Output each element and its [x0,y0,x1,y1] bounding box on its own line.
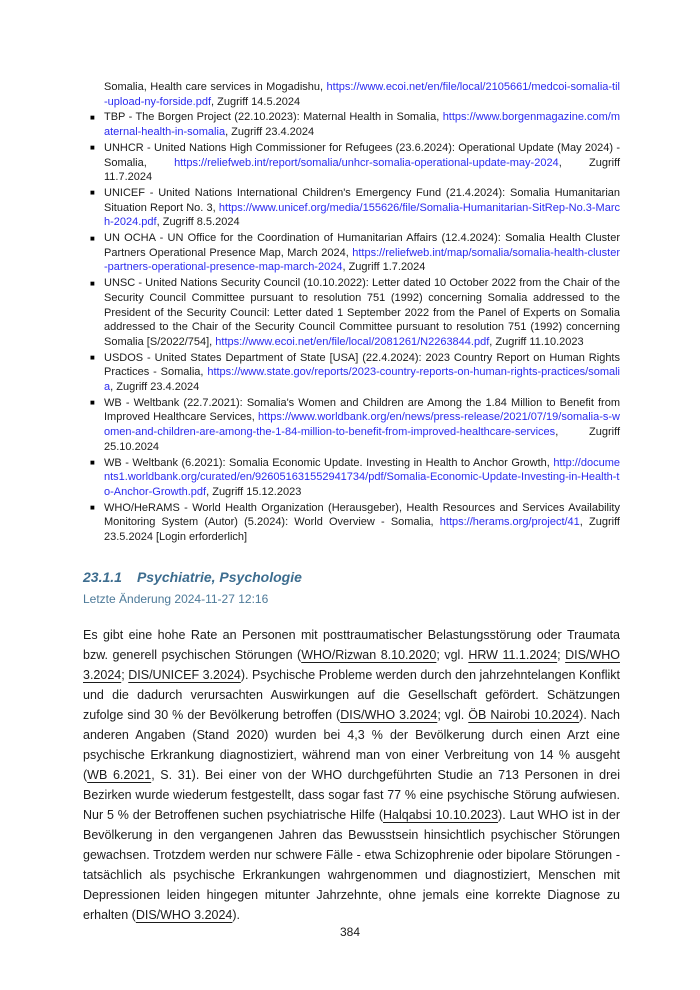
square-bullet-icon: ■ [90,278,95,288]
square-bullet-icon: ■ [90,188,95,198]
reference-text: , Zugriff 1.7.2024 [342,261,426,274]
reference-text: , Zugriff 25.10.2024 [104,426,620,453]
paragraph-text: ). Psychische Probleme werden durch den jahrzehntelangen Konflikt und die dadurch verursachten Auswirkungen auf die Gesellschaft gefördert. Schätzungen zufolge sind 30 % der Bevölkerung betroffen ( [83,667,620,722]
paragraph-text: , S. 31). Bei einer von der WHO durchgeführten Studie an 713 Personen in drei Bezirken wurde wiederum festgestellt, dass sogar fast 77 % eine psychische Störung aufwiesen. Nur 5 % der Betroffenen suchen psychiatrische Hilfe ( [83,767,620,822]
reference-list [83,80,620,545]
paragraph-text: ; vgl. [437,707,469,722]
section-heading [83,569,620,585]
reference-text: WB - Weltbank (22.7.2021): Somalia's Women and Children are Among the 1.84 Million to Benefit from Improved Healthcare Services, [104,396,620,424]
body-paragraph [83,625,620,925]
citation-link[interactable]: WHO/Rizwan 8.10.2020 [301,647,437,662]
reference-text: TBP - The Borgen Project (22.10.2023): Maternal Health in Somalia, [104,111,443,124]
reference-text: , Zugriff 11.7.2024 [104,156,621,184]
citation-link[interactable]: WB 6.2021 [87,767,152,782]
reference-text: UN OCHA - UN Office for the Coordination of Humanitarian Affairs (12.4.2024): Somalia Health Cluster Partners Operational Presence Map, March 2024, [104,232,620,259]
reference-text: Somalia, Health care services in Mogadishu, [104,81,327,93]
citation-link[interactable]: DIS/WHO 3.2024 [340,707,438,722]
page-content [83,80,620,925]
reference-text: WHO/HeRAMS - World Health Organization (Herausgeber), Health Resources and Services Availability Monitoring System (Autor) (5.2024): World Overview - Somalia, [104,501,620,529]
reference-text: UNICEF - United Nations International Children's Emergency Fund (21.4.2024): Somalia Humanitarian Situation Report No. 3, [104,186,620,214]
citation-link[interactable]: DIS/UNICEF 3.2024 [128,667,241,682]
reference-link[interactable]: https://www.worldbank.org/en/news/press-release/2021/07/19/somalia-s-women-and-children-are-among-the-1-84-million-to-benefit-from-improved-healthcare-services [104,411,620,439]
paragraph-text: ). [232,907,241,922]
reference-link[interactable]: https://www.borgenmagazine.com/maternal-health-in-somalia [104,111,620,139]
citation-link[interactable]: HRW 11.1.2024 [468,647,558,662]
reference-item [83,186,620,230]
square-bullet-icon: ■ [90,398,95,408]
paragraph-text: ). Laut WHO ist in der Bevölkerung in den vergangenen Jahren das Bewusstsein hinsichtlich psychischer Störungen gewachsen. Trotzdem werden nur schwere Fälle - etwa Schizophrenie oder bipolare Störungen - tatsächlich als psychische Erkrankungen wahrgenommen und diagnostiziert, Menschen mit Depressionen leiden hingegen mitunter Jahrzehnte, ohne jemals eine korrekte Diagnose zu erhalten ( [83,807,620,922]
reference-link[interactable]: https://herams.org/project/41 [439,516,580,529]
reference-text: , Zugriff 8.5.2024 [156,216,240,229]
paragraph-text: Es gibt eine hohe Rate an Personen mit posttraumatischer Belastungsstörung oder Traumata bzw. generell psychischen Störungen ( [83,627,620,662]
reference-item [83,141,620,185]
reference-item [83,456,620,500]
section-title: Psychiatrie, Psychologie [136,568,302,585]
paragraph-text: ). Nach anderen Angaben (Stand 2020) wurden bei 4,3 % der Bevölkerung durch einen Arzt eine psychische Erkrankung diagnostiziert, während man von einer Verbreitung von 14 % ausgeht ( [83,707,620,782]
reference-link[interactable]: https://reliefweb.int/report/somalia/unhcr-somalia-operational-update-may-2024 [174,156,559,169]
reference-link[interactable]: https://www.unicef.org/media/155626/file/Somalia-Humanitarian-SitRep-No.3-March-2024.pdf [104,201,620,229]
reference-link[interactable]: https://www.state.gov/reports/2023-country-reports-on-human-rights-practices/somalia [104,366,620,394]
reference-text: UNSC - United Nations Security Council (10.10.2022): Letter dated 10 October 2022 from the Chair of the Security Council Committee pursuant to resolution 751 (1992) concerning Somalia addressed to the President of the Security Council: Letter dated 1 September 2022 from the Panel of Experts on Somalia addressed to the Chair of the Security Council Committee pursuant to resolution 751 (1992) concerning Somalia [S/2022/754], [104,277,620,348]
reference-text: , Zugriff 23.4.2024 [225,126,315,139]
reference-link[interactable]: https://reliefweb.int/map/somalia/somalia-health-cluster-partners-operational-presence-map-march-2024 [104,246,620,274]
reference-item [83,80,620,109]
reference-item [83,110,620,139]
reference-text: , Zugriff 23.4.2024 [110,381,200,394]
page-number: 384 [339,925,361,939]
reference-text: , Zugriff 23.5.2024 [Login erforderlich] [104,516,620,544]
square-bullet-icon: ■ [90,233,95,243]
section-number: 23.1.1 [83,568,122,585]
square-bullet-icon: ■ [90,143,95,153]
reference-item [83,276,620,350]
paragraph-text: ; [557,647,566,662]
reference-link[interactable]: https://www.ecoi.net/en/file/local/2105661/medcoi-somalia-til-upload-ny-forside.pdf [104,81,620,108]
reference-text: , Zugriff 15.12.2023 [206,485,302,498]
reference-item [83,351,620,395]
reference-text: , Zugriff 14.5.2024 [211,95,301,108]
citation-link[interactable]: DIS/WHO 3.2024 [135,907,233,922]
square-bullet-icon: ■ [90,353,95,363]
reference-item [83,501,620,545]
citation-link[interactable]: DIS/WHO 3.2024 [83,647,620,682]
square-bullet-icon: ■ [90,458,95,468]
reference-item [83,231,620,275]
square-bullet-icon: ■ [90,503,95,513]
paragraph-text: ; [121,667,129,682]
reference-text: , Zugriff 11.10.2023 [489,335,584,348]
reference-link[interactable]: https://www.ecoi.net/en/file/local/2081261/N2263844.pdf [215,335,490,348]
reference-link[interactable]: http://documents1.worldbank.org/curated/en/926051631552941734/pdf/Somalia-Economic-Update-Investing-in-Health-to-Anchor-Growth.pdf [104,456,620,498]
reference-text: UNHCR - United Nations High Commissioner for Refugees (23.6.2024): Operational Update (May 2024) - Somalia, [104,141,620,169]
paragraph-text: ; vgl. [436,647,469,662]
reference-text: USDOS - United States Department of State [USA] (22.4.2024): 2023 Country Report on Human Rights Practices - Somalia, [104,351,620,379]
citation-link[interactable]: Halqabsi 10.10.2023 [383,807,499,822]
reference-item [83,396,620,455]
reference-text: WB - Weltbank (6.2021): Somalia Economic Update. Investing in Health to Anchor Growth, [104,456,554,469]
page-footer [0,925,700,939]
square-bullet-icon: ■ [90,112,95,122]
last-modified-line: Letzte Änderung 2024-11-27 12:16 [83,591,269,606]
citation-link[interactable]: ÖB Nairobi 10.2024 [468,707,580,722]
